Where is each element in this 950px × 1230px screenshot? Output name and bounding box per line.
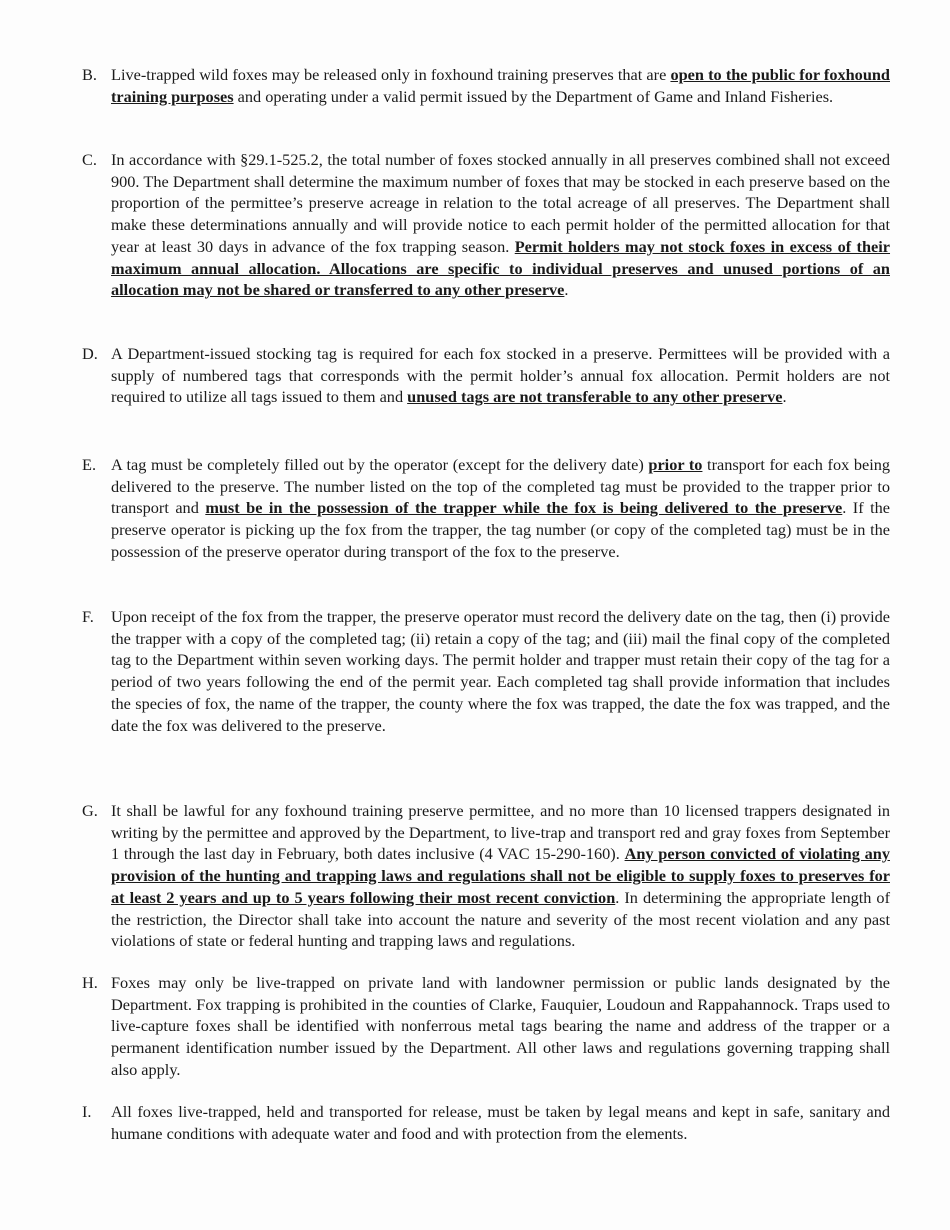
text-segment: All foxes live-trapped, held and transported for release, must be taken by legal means and kept in safe, sanitary and humane conditions with adequate water and food and with protection from the elements. [111, 1102, 890, 1143]
paragraph-text [111, 800, 890, 952]
text-segment: Upon receipt of the fox from the trapper, the preserve operator must record the delivery date on the tag, then (i) provide the trapper with a copy of the completed tag; (ii) retain a copy of the tag; and (iii) mail the final copy of the completed tag to the Department within seven working days. The permit holder and trapper must retain their copy of the tag for a period of two years following the end of the permit year. Each completed tag shall provide information that includes the species of fox, the name of the trapper, the county where the fox was trapped, the date the fox was trapped, and the date the fox was delivered to the preserve. [111, 607, 890, 735]
paragraph-letter: D. [82, 344, 98, 363]
text-segment: Live-trapped wild foxes may be released only in foxhound training preserves that are [111, 65, 671, 84]
paragraph-e [82, 454, 890, 563]
text-segment: Foxes may only be live-trapped on private land with landowner permission or public lands designated by the Department. Fox trapping is prohibited in the counties of Clarke, Fauquier, Loudoun and Rappahannock. Traps used to live-capture foxes shall be identified with nonferrous metal tags bearing the name and address of the trapper or a permanent identification number issued by the Department. All other laws and regulations governing trapping shall also apply. [111, 973, 890, 1079]
emphasized-text: open to the public for foxhound training purposes [111, 65, 890, 106]
text-segment: . [782, 387, 787, 407]
emphasized-text: Any person convicted of violating any provision of the hunting and trapping laws and regulations shall not be eligible to supply foxes to preserves for at least 2 years and up to 5 years following their most recent conviction [111, 844, 890, 907]
paragraph-text [111, 1101, 890, 1144]
text-segment: . In determining the appropriate length of the restriction, the Director shall take into account the nature and severity of the most recent violation and any past violations of state or federal hunting and trapping laws and regulations. [111, 887, 890, 951]
paragraph-text [111, 454, 890, 563]
paragraph-letter: H. [82, 973, 98, 992]
text-segment: It shall be lawful for any foxhound training preserve permittee, and no more than 10 licensed trappers designated in writing by the permittee and approved by the Department, to live-trap and transport red and gray foxes from September 1 through the last day in February, both dates inclusive (4 VAC 15-290-160). [111, 801, 890, 864]
paragraph-letter: F. [82, 607, 94, 626]
text-segment: In accordance with §29.1-525.2, the total number of foxes stocked annually in all preserves combined shall not exceed 900. The Department shall determine the maximum number of foxes that may be stocked in each preserve based on the proportion of the permittee’s preserve acreage in relation to the total acreage of all preserves. The Department shall make these determinations annually and will provide notice to each permit holder of the permitted allocation for that year at least 30 days in advance of the fox trapping season. [111, 150, 890, 256]
paragraph-f [82, 606, 890, 736]
emphasized-text: unused tags are not transferable to any other preserve [407, 387, 783, 407]
paragraph-g [82, 800, 890, 952]
text-segment: transport for each fox being delivered to the preserve. The number listed on the top of the completed tag must be provided to the trapper prior to transport and [111, 455, 890, 518]
paragraph-letter: E. [82, 455, 97, 474]
emphasized-text: must be in the possession of the trapper while the fox is being delivered to the preserve [205, 498, 843, 518]
paragraph-text [111, 972, 890, 1081]
paragraph-c [82, 149, 890, 301]
paragraph-h [82, 972, 890, 1081]
paragraph-i [82, 1101, 890, 1144]
text-segment: . If the preserve operator is picking up the fox from the trapper, the tag number (or copy of the completed tag) must be in the possession of the preserve operator during transport of the fox to the preserve. [111, 498, 891, 561]
paragraph-letter: I. [82, 1102, 92, 1121]
paragraph-letter: B. [82, 65, 97, 84]
paragraph-b [82, 64, 890, 107]
text-segment: A Department-issued stocking tag is required for each fox stocked in a preserve. Permittees will be provided with a supply of numbered tags that corresponds with the permit holder’s annual fox allocation. Permit holders are not required to utilize all tags issued to them and [111, 344, 890, 407]
paragraph-letter: G. [82, 801, 98, 820]
paragraph-text [111, 343, 890, 408]
paragraph-text [111, 64, 890, 107]
text-segment: A tag must be completely filled out by the operator (except for the delivery date) [111, 455, 649, 474]
paragraph-d [82, 343, 890, 408]
paragraph-letter: C. [82, 150, 97, 169]
emphasized-text: Permit holders may not stock foxes in excess of their maximum annual allocation. Allocations are specific to individual preserves and unused portions of an allocation may not be shared or transferred to any other preserve [111, 236, 891, 300]
emphasized-text: prior to [648, 455, 703, 474]
paragraph-text [111, 606, 890, 736]
text-segment: . [564, 280, 569, 300]
text-segment: and operating under a valid permit issued by the Department of Game and Inland Fisheries. [233, 86, 834, 106]
paragraph-text [111, 149, 890, 301]
